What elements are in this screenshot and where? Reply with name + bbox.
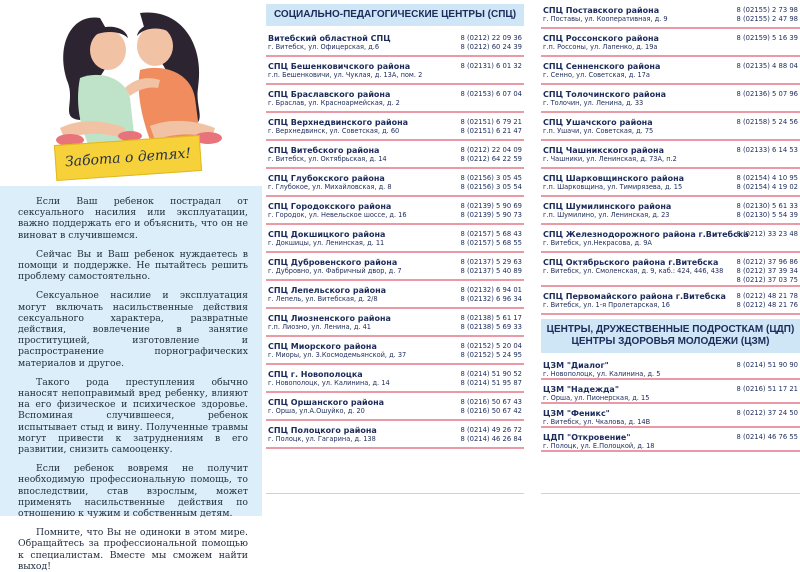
phone-number[interactable]: 8 (02154) 4 10 95 [736,174,798,182]
center-address: г. Витебск, ул. Офицерская, д.6 [268,43,380,51]
center-entry [266,368,524,393]
center-phones [460,370,522,388]
center-name: СПЦ Лепельского района [268,286,386,295]
phone-number[interactable]: 8 (02139) 5 90 69 [460,202,522,210]
center-phones [460,118,522,136]
center-address: г. Витебск, ул. Чкалова, д. 14В [543,418,651,426]
center-address: г. Браслав, ул. Красноармейская, д. 2 [268,99,400,107]
info-paragraph: Если ребенок вовремя не получит необходимую профессиональную помощь, то впоследствии, став взрослым, может применять насильственные действия по отношению к чужим и собственным детям. [18,463,248,520]
center-address: г.п. Россоны, ул. Лапенко, д. 19а [543,43,658,51]
center-entry [266,284,524,309]
phone-number[interactable]: 8 (02151) 6 79 21 [460,118,522,126]
center-phones [460,398,522,416]
center-entry [541,383,800,404]
center-name: СПЦ Железнодорожного района г.Витебска [543,230,749,239]
center-phones [736,361,798,370]
center-entry [541,290,800,315]
phone-number[interactable]: 8 (0214) 51 90 52 [460,370,522,378]
center-entry [541,32,800,57]
center-name: СПЦ Шумилинского района [543,202,672,211]
phone-number[interactable]: 8 (02153) 6 07 04 [460,90,522,98]
center-phones [460,426,522,444]
phone-number[interactable]: 8 (02132) 6 96 34 [460,295,522,303]
phone-number[interactable]: 8 (0212) 22 09 36 [460,34,522,42]
center-address: г. Полоцк, ул. Гагарина, д. 138 [268,435,376,443]
info-paragraph: Сейчас Вы и Ваш ребенок нуждаетесь в помощи и поддержке. Не пытайтесь решить проблему самостоятельно. [18,248,248,283]
center-phones [460,342,522,360]
center-phones [736,409,798,418]
center-address: г. Сенно, ул. Советская, д. 17а [543,71,650,79]
center-phones [736,433,798,442]
center-address: г.п. Шарковщина, ул. Тимирязева, д. 15 [543,183,683,191]
phone-number[interactable]: 8 (02156) 3 05 54 [460,183,522,191]
center-name: ЦЗМ "Надежда" [543,385,619,394]
phone-number[interactable]: 8 (02135) 4 88 04 [736,62,798,70]
center-phones [736,34,798,43]
center-entry [541,144,800,169]
spc-list-right [541,4,800,315]
center-phones [460,202,522,220]
center-phones [460,90,522,99]
phone-number[interactable]: 8 (02155) 2 73 98 [736,6,798,14]
center-name: СПЦ г. Новополоцка [268,370,363,379]
center-phones [460,286,522,304]
center-entry [541,228,800,253]
center-entry [266,32,524,57]
section-title-spc: СОЦИАЛЬНО-ПЕДАГОГИЧЕСКИЕ ЦЕНТРЫ (СПЦ) [266,4,524,26]
center-entry [541,256,800,287]
center-phones [736,385,798,394]
center-phones [736,90,798,99]
center-phones [460,258,522,276]
phone-number[interactable]: 8 (0212) 64 22 59 [460,155,522,163]
phone-number[interactable]: 8 (02139) 5 90 73 [460,211,522,219]
center-address: г. Миоры, ул. З.Космодемьянской, д. 37 [268,351,407,359]
phone-number[interactable]: 8 (02158) 5 24 56 [736,118,798,126]
center-name: СПЦ Полоцкого района [268,426,377,435]
center-address: г. Чашники, ул. Ленинская, д. 73А, п.2 [543,155,677,163]
center-address: г.п. Бешенковичи, ул. Чуклая, д. 13А, пом. 2 [268,71,423,79]
center-phones [736,292,798,310]
phone-number[interactable]: 8 (02137) 5 29 63 [460,258,522,266]
phone-number[interactable]: 8 (02155) 2 47 98 [736,15,798,23]
phone-number[interactable]: 8 (02130) 5 61 33 [736,202,798,210]
phone-number[interactable]: 8 (0214) 49 26 72 [460,426,522,434]
center-entry [541,4,800,29]
center-address: г. Орша, ул. Пионерская, д. 15 [543,394,650,402]
center-name: СПЦ Первомайского района г.Витебска [543,292,726,301]
spc-column-right [541,0,800,516]
center-phones [460,314,522,332]
center-address: г. Дубровно, ул. Фабричный двор, д. 7 [268,267,402,275]
phone-number[interactable]: 8 (0212) 33 23 48 [736,230,798,238]
center-entry [541,200,800,225]
center-entry [266,228,524,253]
phone-number[interactable]: 8 (0214) 46 76 55 [736,433,798,441]
center-phones [736,258,798,285]
phone-number[interactable]: 8 (0212) 48 21 78 [736,292,798,300]
center-address: г.п. Ушачи, ул. Советская, д. 75 [543,127,654,135]
center-entry [266,60,524,85]
info-paragraph: Сексуальное насилие и эксплуатация могут включать насильственные действия сексуального характера, развратные действия, вовлечение в занятие проституцией, изготовление и распространение порнографических материалов и другое. [18,290,248,369]
bottom-divider [266,493,524,494]
phone-number[interactable]: 8 (0212) 48 21 76 [736,301,798,309]
phone-number[interactable]: 8 (02132) 6 94 01 [460,286,522,294]
center-name: СПЦ Толочинского района [543,90,666,99]
phone-number[interactable]: 8 (02157) 5 68 43 [460,230,522,238]
phone-number[interactable]: 8 (0214) 51 90 90 [736,361,798,369]
center-address: г. Толочин, ул. Ленина, д. 33 [543,99,644,107]
center-phones [460,230,522,248]
center-name: СПЦ Глубокского района [268,174,385,183]
center-phones [736,202,798,220]
center-entry [266,116,524,141]
center-entry [541,88,800,113]
center-phones [736,230,798,239]
center-address: г. Глубокое, ул. Михайловская, д. 8 [268,183,392,191]
center-address: г. Витебск, ул. 1-я Пролетарская, 16 [543,301,670,309]
center-phones [460,62,522,71]
phone-number[interactable]: 8 (0216) 50 67 42 [460,407,522,415]
phone-number[interactable]: 8 (02152) 5 24 95 [460,351,522,359]
phone-number[interactable]: 8 (02133) 6 14 53 [736,146,798,154]
center-entry [266,172,524,197]
phone-number[interactable]: 8 (02136) 5 07 96 [736,90,798,98]
phone-number[interactable]: 8 (02131) 6 01 32 [460,62,522,70]
section-title-youth [541,319,800,353]
phone-number[interactable]: 8 (02157) 5 68 55 [460,239,522,247]
center-entry [541,60,800,85]
center-name: СПЦ Городокского района [268,202,392,211]
center-name: СПЦ Поставского района [543,6,660,15]
center-name: СПЦ Браславского района [268,90,391,99]
center-entry [266,396,524,421]
center-name: СПЦ Шарковщинского района [543,174,685,183]
center-address: г. Поставы, ул. Кооперативная, д. 9 [543,15,668,23]
center-name: СПЦ Лиозненского района [268,314,391,323]
center-address: г. Верхнедвинск, ул. Советская, д. 60 [268,127,400,135]
phone-number[interactable]: 8 (0214) 46 26 84 [460,435,522,443]
phone-number[interactable]: 8 (0216) 51 17 21 [736,385,798,393]
center-name: СПЦ Дубровенского района [268,258,398,267]
center-name: СПЦ Сенненского района [543,62,661,71]
center-name: СПЦ Бешенковичского района [268,62,411,71]
center-name: СПЦ Чашникского района [543,146,664,155]
phone-number[interactable]: 8 (02130) 5 54 39 [736,211,798,219]
phone-number[interactable]: 8 (0212) 37 39 34 [736,267,798,275]
center-entry [541,407,800,428]
phone-number[interactable]: 8 (0212) 37 03 75 [736,276,798,284]
center-name: СПЦ Докшицкого района [268,230,386,239]
center-address: г. Лепель, ул. Витебская, д. 2/8 [268,295,378,303]
center-name: СПЦ Ушачского района [543,118,653,127]
info-paragraph: Помните, что Вы не одиноки в этом мире. Обращайтесь за профессиональной помощью к специалистам. Вместе мы сможем найти выход! [18,527,248,572]
center-entry [266,424,524,449]
center-name: СПЦ Оршанского района [268,398,385,407]
center-name: СПЦ Октябрьского района г.Витебска [543,258,719,267]
center-address: г. Новополоцк, ул. Калинина, д. 5 [543,370,661,378]
center-address: г.п. Шумилино, ул. Ленинская, д. 23 [543,211,670,219]
center-phones [460,174,522,192]
center-name: ЦДП "Откровение" [543,433,631,442]
center-name: СПЦ Витебского района [268,146,380,155]
phone-number[interactable]: 8 (02152) 5 20 04 [460,342,522,350]
spc-list [266,32,524,449]
info-paragraph: Если Ваш ребенок пострадал от сексуального насилия или эксплуатации, важно поддержать его и объяснить, что он не виноват в случившемся. [18,196,248,241]
center-entry [541,431,800,452]
info-text-box [0,186,262,572]
center-entry [541,172,800,197]
spc-column [266,0,524,516]
phone-number[interactable]: 8 (02137) 5 40 89 [460,267,522,275]
center-address: г. Городок, ул. Невельское шоссе, д. 16 [268,211,407,219]
center-name: СПЦ Миорского района [268,342,377,351]
center-address: г. Витебск, ул. Смоленская, д. 9, каб.: 424, 446, 438 [543,267,724,275]
center-phones [736,146,798,155]
left-panel [0,0,262,572]
center-entry [266,88,524,113]
center-entry [541,116,800,141]
caption-text: Забота о детях! [64,145,192,171]
phone-number[interactable]: 8 (0212) 60 24 39 [460,43,522,51]
center-address: г. Витебск, ул.Некрасова, д. 9А [543,239,652,247]
center-entry [266,340,524,365]
phone-number[interactable]: 8 (0216) 50 67 43 [460,398,522,406]
youth-centers-list [541,359,800,452]
center-address: г. Орша, ул.А.Ошуйко, д. 20 [268,407,365,415]
center-name: СПЦ Россонского района [543,34,659,43]
phone-number[interactable]: 8 (02156) 3 05 45 [460,174,522,182]
center-address: г. Докшицы, ул. Ленинская, д. 11 [268,239,385,247]
center-address: г. Новополоцк, ул. Калинина, д. 14 [268,379,390,387]
section-title-line: ЦЕНТРЫ ЗДОРОВЬЯ МОЛОДЕЖИ (ЦЗМ) [571,336,770,347]
phone-number[interactable]: 8 (02138) 5 69 33 [460,323,522,331]
phone-number[interactable]: 8 (0212) 37 24 50 [736,409,798,417]
center-address: г.п. Лиозно, ул. Ленина, д. 41 [268,323,371,331]
center-phones [460,34,522,52]
center-phones [736,118,798,127]
phone-number[interactable]: 8 (0212) 37 96 86 [736,258,798,266]
phone-number[interactable]: 8 (02138) 5 61 17 [460,314,522,322]
section-title-line: ЦЕНТРЫ, ДРУЖЕСТВЕННЫЕ ПОДРОСТКАМ (ЦДП) [546,324,795,335]
bottom-divider [541,493,800,494]
center-entry [266,256,524,281]
center-entry [266,312,524,337]
center-address: г. Витебск, ул. Октябрьская, д. 14 [268,155,387,163]
center-entry [266,144,524,169]
center-name: Витебский областной СПЦ [268,34,391,43]
center-phones [736,62,798,71]
center-name: ЦЗМ "Феникс" [543,409,610,418]
center-phones [736,6,798,24]
center-phones [736,174,798,192]
center-name: ЦЗМ "Диалог" [543,361,609,370]
center-name: СПЦ Верхнедвинского района [268,118,409,127]
phone-number[interactable]: 8 (0212) 22 04 09 [460,146,522,154]
info-paragraph: Такого рода преступления обычно наносят непоправимый вред ребенку, влияют на его физическое и психическое здоровье. Вспоминая случившееся, ребенок испытывает стыд и вину. Полученные травмы могут привести к затруднениям в его развитии, снизить самооценку. [18,376,248,456]
phone-number[interactable]: 8 (0214) 51 95 87 [460,379,522,387]
phone-number[interactable]: 8 (02159) 5 16 39 [736,34,798,42]
center-entry [266,200,524,225]
center-phones [460,146,522,164]
phone-number[interactable]: 8 (02151) 6 21 47 [460,127,522,135]
center-address: г. Полоцк, ул. Е.Полоцкой, д. 18 [543,442,655,450]
phone-number[interactable]: 8 (02154) 4 19 02 [736,183,798,191]
center-entry [541,359,800,380]
